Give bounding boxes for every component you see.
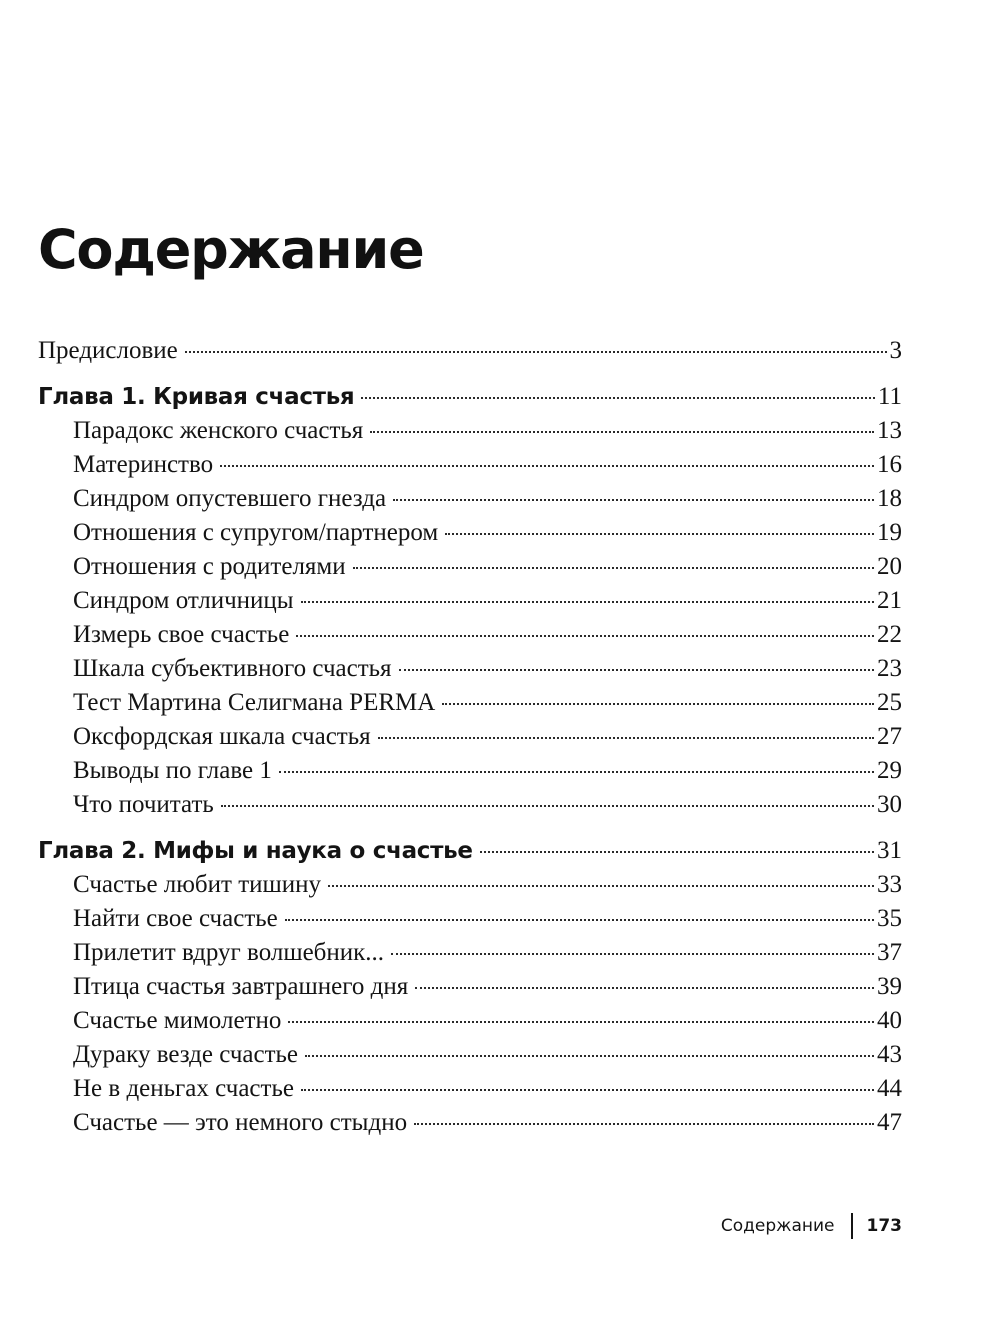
toc-entry [38,902,902,936]
toc-entry [38,516,902,550]
toc-chapter-2 [38,834,902,868]
toc-entry-page: 22 [877,621,902,648]
toc-entry-label: Не в деньгах счастье [73,1075,294,1102]
toc-entry-page: 40 [877,1007,902,1034]
toc-entry-label: Измерь свое счастье [73,621,290,648]
toc-entry-label: Что почитать [73,791,214,818]
dot-leader [399,669,874,671]
toc-entry-page: 43 [877,1041,902,1068]
table-of-contents [38,334,902,1140]
toc-entry-label: Счастье — это немного стыдно [73,1109,408,1136]
toc-entry-page: 21 [877,587,902,614]
toc-entry-page: 20 [877,553,902,580]
dot-leader [305,1055,874,1057]
footer-section-title: Содержание [720,1216,835,1236]
toc-entry-page: 25 [877,689,902,716]
toc-entry-label: Парадокс женского счастья [73,417,364,444]
toc-entry [38,788,902,822]
toc-entry-label: Отношения с родителями [73,553,346,580]
chapter-page: 31 [877,837,902,864]
toc-entry [38,652,902,686]
toc-entry-label: Отношения с супругом/партнером [73,519,439,546]
toc-entry-page: 19 [877,519,902,546]
toc-entry [38,584,902,618]
toc-entry-page: 33 [877,871,902,898]
dot-leader [378,737,874,739]
dot-leader [185,351,887,353]
footer-divider [851,1213,853,1239]
toc-entry-page: 27 [877,723,902,750]
dot-leader [221,805,874,807]
dot-leader [415,987,874,989]
toc-entry [38,686,902,720]
toc-entry [38,1038,902,1072]
dot-leader [328,885,874,887]
toc-entry [38,868,902,902]
dot-leader [361,397,875,399]
dot-leader [442,703,874,705]
toc-entry [38,1072,902,1106]
dot-leader [414,1123,874,1125]
toc-entry-label: Выводы по главе 1 [73,757,272,784]
toc-entry [38,1106,902,1140]
toc-entry-label: Счастье мимолетно [73,1007,282,1034]
toc-entry [38,414,902,448]
toc-entry-page: 29 [877,757,902,784]
toc-entry-page: 18 [877,485,902,512]
toc-entry [38,1004,902,1038]
toc-entry-page: 39 [877,973,902,1000]
toc-entry-label: Шкала субъективного счастья [73,655,392,682]
toc-entry-preface [38,334,902,368]
dot-leader [279,771,874,773]
toc-entry [38,936,902,970]
toc-entry [38,970,902,1004]
toc-entry-page: 44 [877,1075,902,1102]
chapter-title: Глава 1. Кривая счастья [38,384,355,410]
toc-entry-label: Предисловие [38,337,178,364]
dot-leader [296,635,874,637]
toc-entry-label: Прилетит вдруг волшебник... [73,939,385,966]
dot-leader [480,851,874,853]
toc-entry-page: 13 [877,417,902,444]
toc-entry [38,754,902,788]
dot-leader [445,533,874,535]
dot-leader [301,1089,874,1091]
page-number: 173 [866,1216,902,1236]
toc-chapter-1 [38,380,902,414]
toc-entry-page: 35 [877,905,902,932]
toc-entry-label: Дураку везде счастье [73,1041,299,1068]
dot-leader [353,567,874,569]
toc-entry-page: 37 [877,939,902,966]
chapter-title: Глава 2. Мифы и наука о счастье [38,838,473,864]
page-footer [721,1212,902,1240]
dot-leader [285,919,874,921]
dot-leader [301,601,874,603]
toc-entry [38,482,902,516]
toc-entry-label: Оксфордская шкала счастья [73,723,371,750]
toc-entry-page: 16 [877,451,902,478]
toc-entry-label: Материнство [73,451,214,478]
toc-entry-label: Найти свое счастье [73,905,278,932]
toc-entry-page: 23 [877,655,902,682]
toc-entry-page: 47 [877,1109,902,1136]
toc-entry [38,550,902,584]
toc-entry-page: 3 [889,337,902,364]
dot-leader [370,431,874,433]
dot-leader [288,1021,874,1023]
toc-entry-label: Счастье любит тишину [73,871,322,898]
page-title: Содержание [38,218,424,281]
toc-entry-label: Тест Мартина Селигмана PERMA [73,689,436,716]
toc-entry-page: 30 [877,791,902,818]
dot-leader [391,953,874,955]
toc-entry-label: Птица счастья завтрашнего дня [73,973,409,1000]
toc-entry [38,448,902,482]
toc-entry-label: Синдром отличницы [73,587,294,614]
toc-entry-label: Синдром опустевшего гнезда [73,485,387,512]
dot-leader [220,465,874,467]
dot-leader [393,499,874,501]
toc-entry [38,618,902,652]
chapter-page: 11 [877,383,902,410]
toc-entry [38,720,902,754]
